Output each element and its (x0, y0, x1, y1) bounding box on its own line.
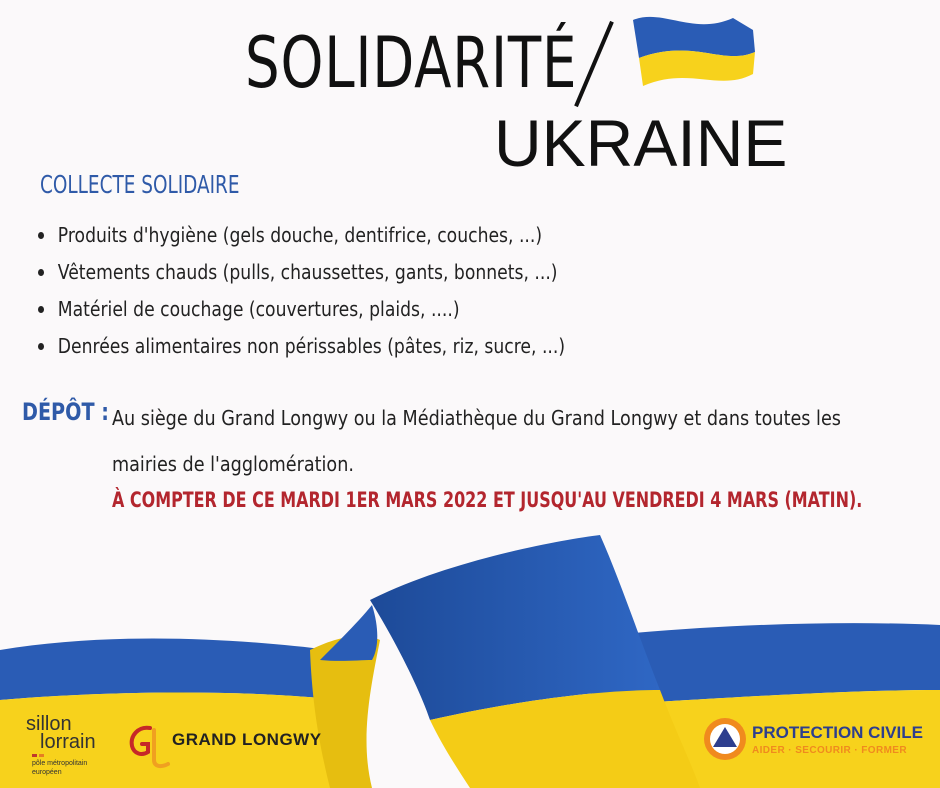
sillon-accent-icon (32, 754, 37, 757)
list-item-text: Vêtements chauds (pulls, chaussettes, gants, bonnets, ...) (57, 260, 558, 284)
depot-text: Au siège du Grand Longwy ou la Médiathèque du Grand Longwy et dans toutes les mairies de l'agglomération. (112, 406, 841, 476)
title-solidarite: SOLIDARITÉ (245, 22, 578, 104)
list-item (38, 294, 565, 331)
bullet-icon (38, 232, 44, 239)
bullet-icon (38, 269, 44, 276)
sillon-sub-text-2: européen (32, 769, 62, 776)
protection-civile-emblem-icon (702, 716, 748, 762)
title-ukraine: UKRAINE (494, 106, 788, 180)
list-item (38, 220, 565, 257)
ukraine-flag-icon (603, 8, 763, 96)
list-item (38, 331, 565, 368)
list-item-text: Produits d'hygiène (gels douche, dentifrice, couches, ...) (57, 223, 543, 247)
sillon-text: sillon (26, 713, 72, 735)
sillon-sub-text: pôle métropolitain (32, 760, 88, 767)
bullet-icon (38, 306, 44, 313)
list-item-text: Denrées alimentaires non périssables (pâtes, riz, sucre, ...) (57, 334, 566, 358)
grand-longwy-logo (128, 722, 322, 774)
list-item-text: Matériel de couchage (couvertures, plaids, ....) (57, 297, 460, 321)
lorrain-text: lorrain (40, 731, 96, 753)
sillon-lorrain-logo (18, 714, 118, 784)
collecte-list (38, 220, 651, 368)
depot-dates: À COMPTER DE CE MARDI 1ER MARS 2022 ET JUSQU'AU VENDREDI 4 MARS (MATIN). (112, 488, 863, 512)
bullet-icon (38, 343, 44, 350)
grand-longwy-emblem-icon (128, 722, 172, 770)
protection-civile-text: PROTECTION CIVILE (752, 723, 923, 742)
protection-civile-logo (702, 716, 923, 766)
protection-civile-motto: AIDER · SECOURIR · FORMER (752, 745, 907, 756)
grand-longwy-text: GRAND LONGWY (172, 730, 322, 749)
collecte-heading: COLLECTE SOLIDAIRE (40, 170, 240, 199)
list-item (38, 257, 565, 294)
depot-label: DÉPÔT : (22, 398, 109, 426)
sillon-accent-icon (39, 754, 44, 757)
